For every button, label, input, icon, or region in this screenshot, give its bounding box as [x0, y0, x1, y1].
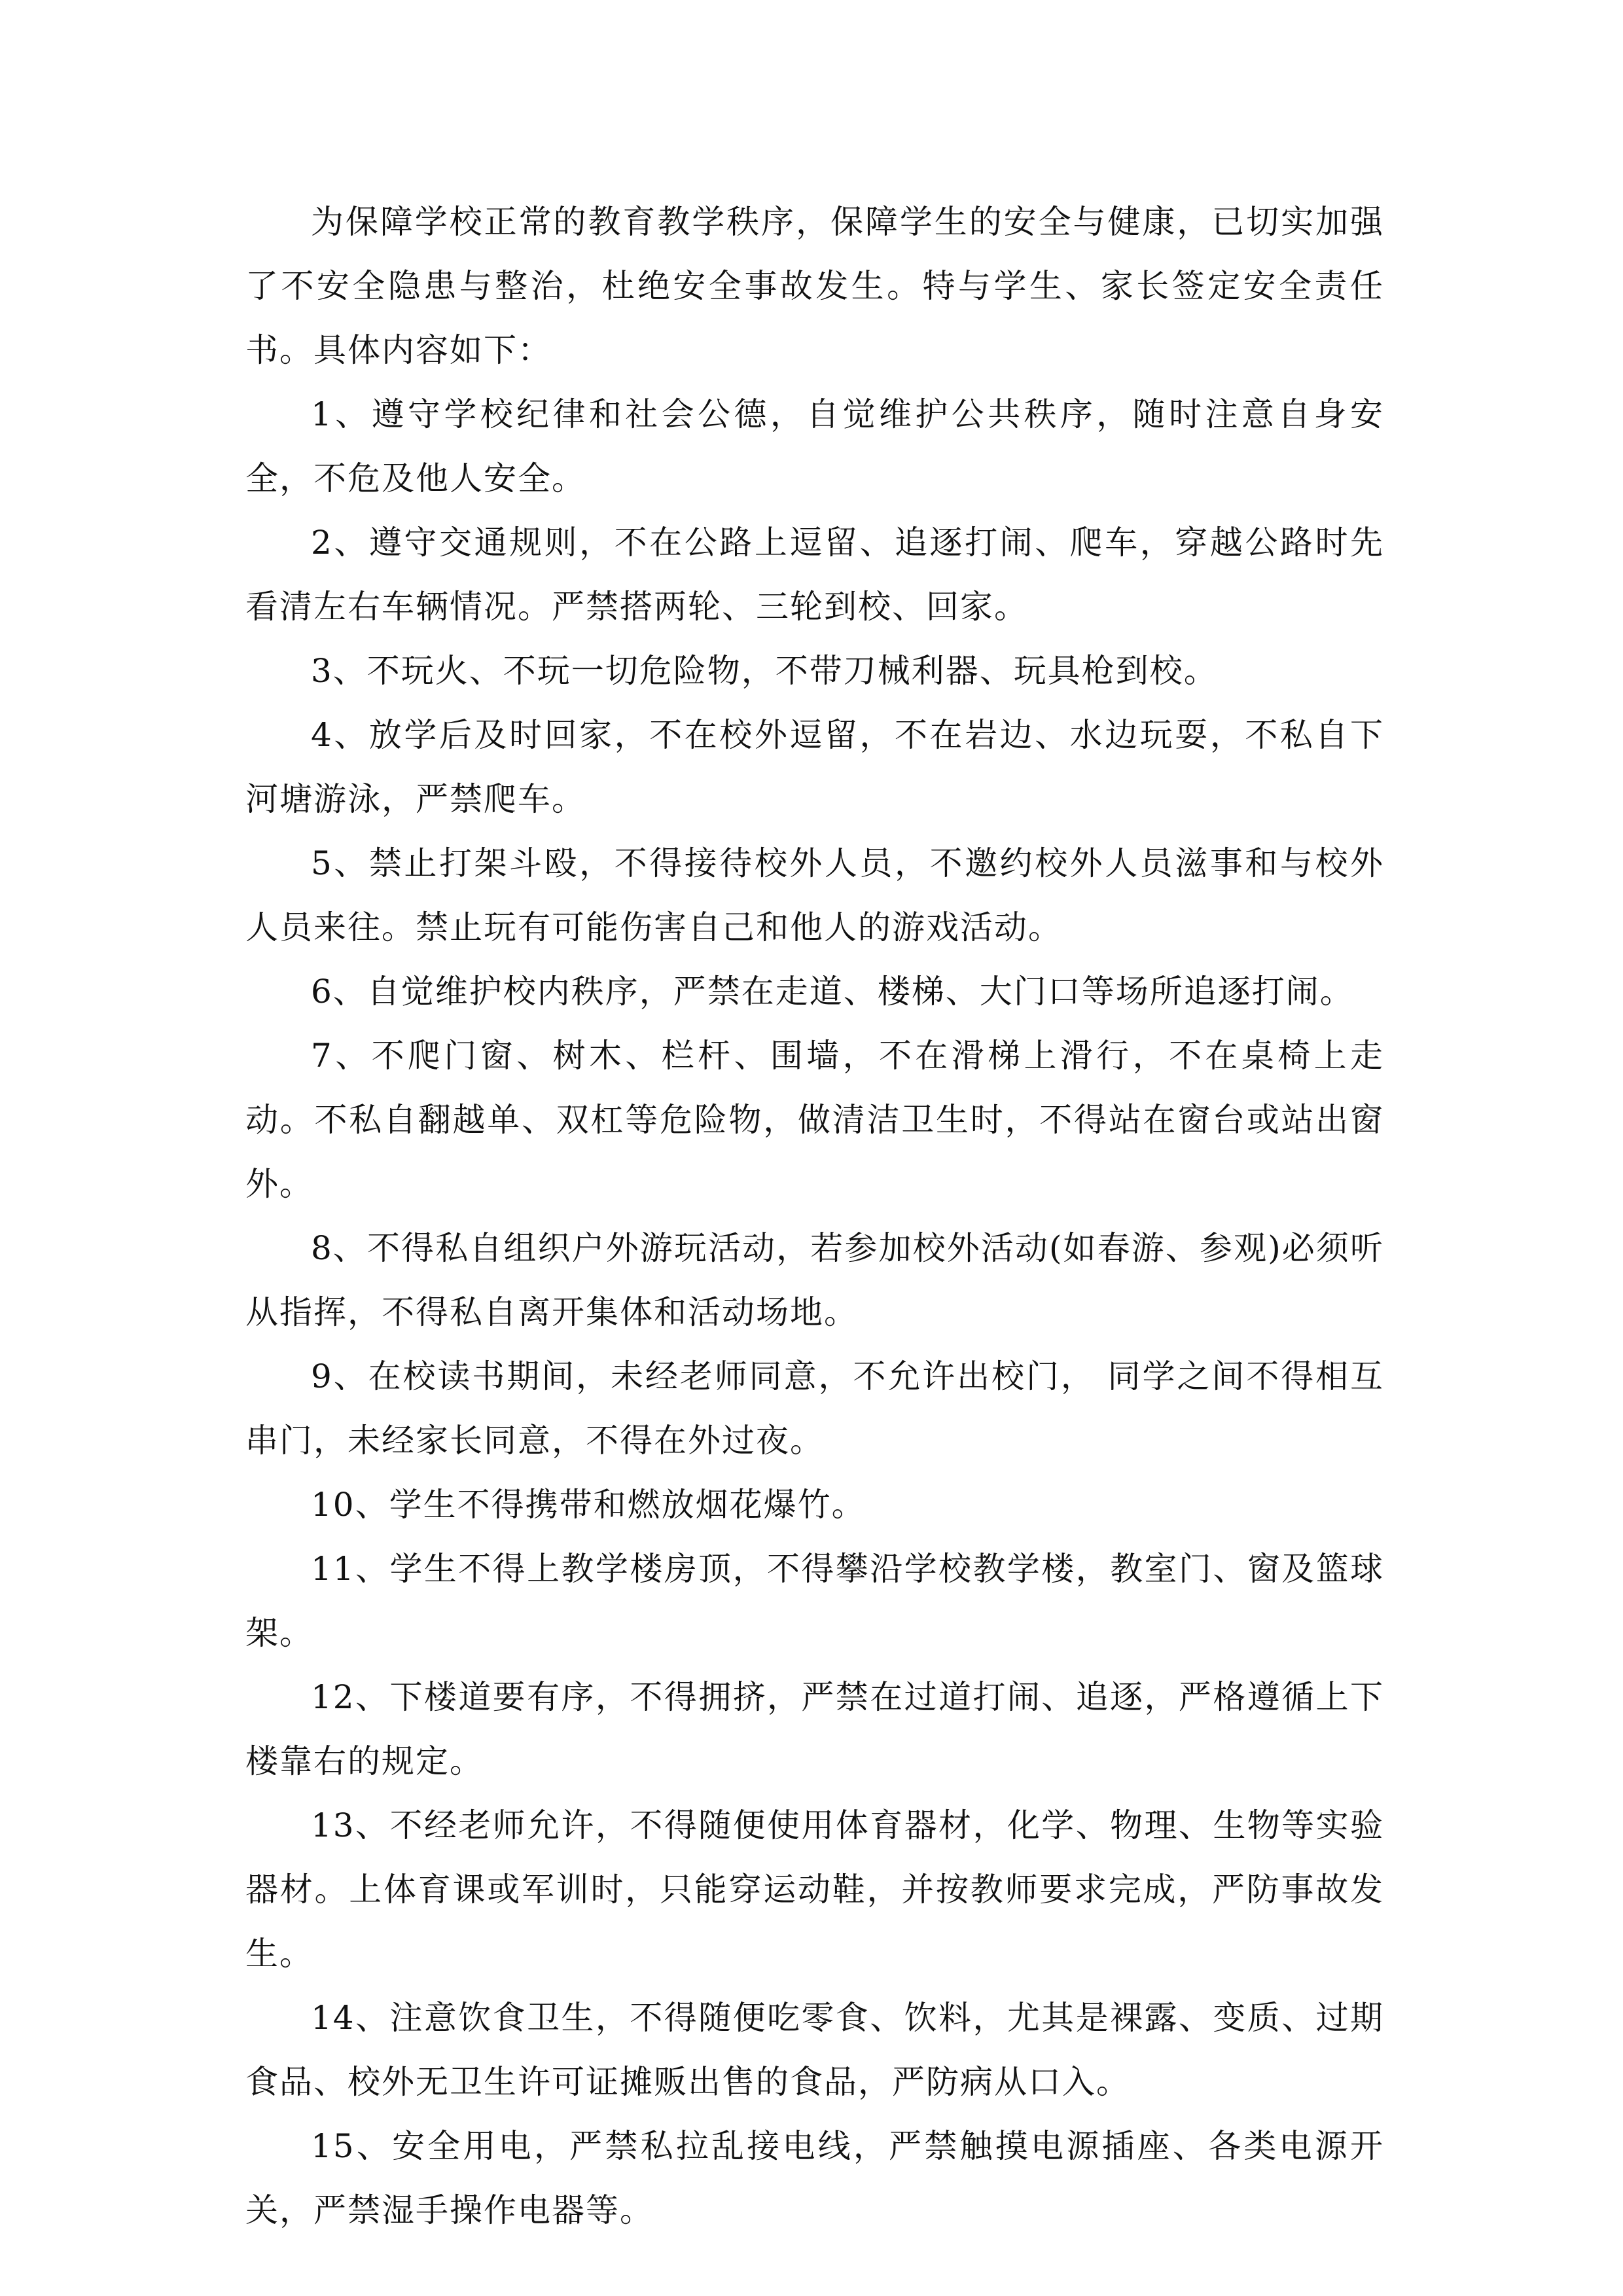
rule-item-12: 12、下楼道要有序，不得拥挤，严禁在过道打闹、追逐，严格遵循上下楼靠右的规定。: [245, 1678, 1384, 1780]
document-body: [245, 190, 1384, 2242]
rule-item-7: 7、不爬门窗、树木、栏杆、围墙，不在滑梯上滑行，不在桌椅上走动。不私自翻越单、双杠等危险物，做清洁卫生时，不得站在窗台或站出窗外。: [245, 1037, 1384, 1203]
rule-item-14: 14、注意饮食卫生，不得随便吃零食、饮料，尤其是裸露、变质、过期食品、校外无卫生许可证摊贩出售的食品，严防病从口入。: [245, 1999, 1384, 2101]
rule-item-10: 10、学生不得携带和燃放烟花爆竹。: [311, 1486, 866, 1524]
rule-item-15: 15、安全用电，严禁私拉乱接电线，严禁触摸电源插座、各类电源开关，严禁湿手操作电器等。: [245, 2127, 1384, 2229]
rule-item-6: 6、自觉维护校内秩序，严禁在走道、楼梯、大门口等场所追逐打闹。: [311, 973, 1354, 1011]
intro-paragraph: 为保障学校正常的教育教学秩序，保障学生的安全与健康，已切实加强了不安全隐患与整治，杜绝安全事故发生。特与学生、家长签定安全责任书。具体内容如下：: [245, 203, 1384, 369]
rule-item-13: 13、不经老师允许，不得随便使用体育器材，化学、物理、生物等实验器材。上体育课或军训时，只能穿运动鞋，并按教师要求完成，严防事故发生。: [245, 1806, 1384, 1973]
rule-item-9: 9、在校读书期间，未经老师同意，不允许出校门， 同学之间不得相互串门，未经家长同意，不得在外过夜。: [245, 1357, 1384, 1460]
rule-item-4: 4、放学后及时回家，不在校外逗留，不在岩边、水边玩耍，不私自下河塘游泳，严禁爬车。: [245, 716, 1384, 818]
rule-item-8: 8、不得私自组织户外游玩活动，若参加校外活动(如春游、参观)必须听从指挥，不得私自离开集体和活动场地。: [245, 1229, 1384, 1331]
rule-item-3: 3、不玩火、不玩一切危险物，不带刀械利器、玩具枪到校。: [311, 652, 1218, 690]
rule-item-1: 1、遵守学校纪律和社会公德，自觉维护公共秩序，随时注意自身安全，不危及他人安全。: [245, 395, 1384, 497]
rule-item-2: 2、遵守交通规则，不在公路上逗留、追逐打闹、爬车，穿越公路时先看清左右车辆情况。严禁搭两轮、三轮到校、回家。: [245, 524, 1384, 626]
rule-item-5: 5、禁止打架斗殴，不得接待校外人员，不邀约校外人员滋事和与校外人员来往。禁止玩有可能伤害自己和他人的游戏活动。: [245, 844, 1384, 946]
rule-item-11: 11、学生不得上教学楼房顶，不得攀沿学校教学楼，教室门、窗及篮球架。: [245, 1550, 1384, 1652]
